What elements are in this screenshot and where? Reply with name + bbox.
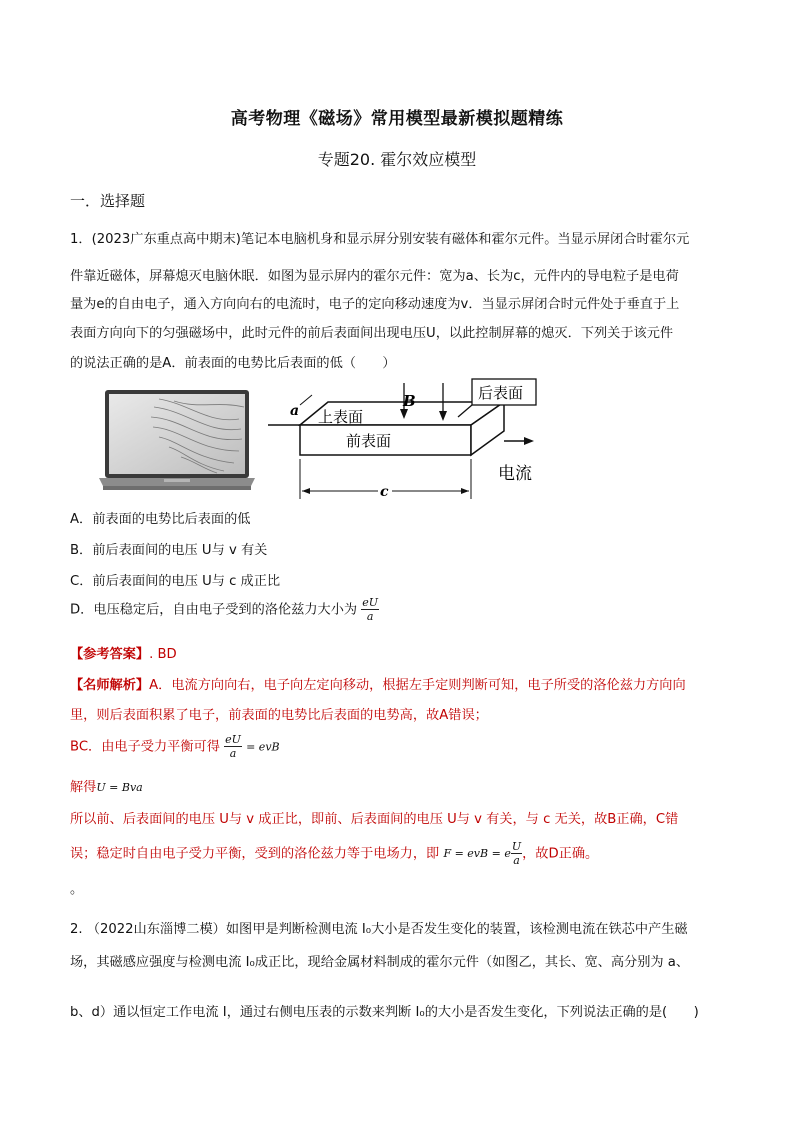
answer-label: 【参考答案】 [70,647,150,662]
q1-stem-line-5: 的说法正确的是A．前表面的电势比后表面的低（ ） [70,356,396,371]
bc-fraction [224,733,242,760]
solve-equation: U = Bva [96,781,143,794]
bc-fraction-denominator: a [229,747,237,760]
front-surface-label: 前表面 [346,432,392,450]
a-label: a [290,403,300,419]
fraction-denominator: a [366,610,374,623]
current-label: 电流 [498,464,532,484]
conclusion-text: 误；稳定时自由电子受力平衡，受到的洛伦兹力等于电场力，即 [70,846,440,862]
c-label: c [380,484,389,500]
q2-line-3: b、d）通以恒定工作电流 I，通过右侧电压表的示数来判断 I₀的大小是否发生变化，下列说法正确的是( ) [70,1005,699,1020]
q1-stem-line-4: 表面方向向下的匀强磁场中，此时元件的前后表面间出现电压U，以此控制屏幕的熄灭．下列关于该元件 [70,326,674,341]
conclusion-fraction-numerator: U [511,840,522,853]
conclusion-line-2 [70,840,598,867]
solve-text: 解得 [70,780,97,795]
section-heading: 一．选择题 [70,192,146,210]
solve-line [70,776,143,795]
q1-option-d-text: D．电压稳定后，自由电子受到的洛伦兹力大小为 [70,602,358,618]
analysis-line-2: 里，则后表面积累了电子，前表面的电势比后表面的电势高，故A错误； [70,708,488,723]
conclusion-fraction [511,840,522,867]
analysis-label: 【名师解析】 [70,678,150,693]
bc-fraction-numerator: eU [225,733,241,746]
q1-option-d [70,596,379,623]
q2-line-1: 2. （2022山东淄博二模）如图甲是判断检测电流 I₀大小是否发生变化的装置，该检测电流在铁芯中产生磁 [70,922,688,937]
bc-equation-line [70,733,280,760]
sub-title: 专题20. 霍尔效应模型 [317,150,477,169]
bc-text: BC．由电子受力平衡可得 [70,739,220,755]
back-surface-label: 后表面 [478,384,524,402]
top-surface-label: 上表面 [318,408,364,426]
fraction-numerator: eU [362,596,379,609]
q1-option-d-fraction [361,596,379,623]
answer-line [70,643,177,662]
conclusion-line-1: 所以前、后表面间的电压 U与 v 成正比，即前、后表面间的电压 U与 v 有关，与 c 无关，故B正确，C错 [70,812,679,827]
stray-period: 。 [70,882,84,897]
main-title: 高考物理《磁场》常用模型最新模拟题精练 [230,109,564,129]
b-label: B [403,392,416,410]
answer-value: . BD [149,647,177,662]
bc-equation-rhs: = evB [246,740,280,754]
q2-line-2: 场，其磁感应强度与检测电流 I₀成正比，现给金属材料制成的霍尔元件（如图乙，其长、宽、高分别为 a、 [70,955,690,970]
a-dimension-line [300,395,312,405]
current-arrowhead [524,437,534,445]
q1-stem-line-3: 量为e的自由电子，通入方向向右的电流时，电子的定向移动速度为v．当显示屏闭合时元件处于垂直于上 [70,297,680,312]
c-arrowhead-left [302,488,310,494]
q1-stem-line-1: 1．(2023广东重点高中期末)笔记本电脑机身和显示屏分别安装有磁体和霍尔元件。当显示屏闭合时霍尔元 [70,232,690,247]
laptop-illustration [99,389,255,495]
analysis-text-1: A．电流方向向右，电子向左定向移动，根据左手定则判断可知，电子所受的洛伦兹力方向向 [149,678,686,693]
conclusion-suffix: ，故D正确。 [522,846,599,862]
conclusion-equation: F = evB = e [443,847,511,860]
q1-option-b: B．前后表面间的电压 U与 v 有关 [70,543,268,558]
analysis-line-1 [70,674,686,693]
q1-option-c: C．前后表面间的电压 U与 c 成正比 [70,574,281,589]
q1-option-a: A．前表面的电势比后表面的低 [70,512,251,527]
c-arrowhead-right [461,488,469,494]
q1-stem-line-2: 件靠近磁体，屏幕熄灭电脑休眠．如图为显示屏内的霍尔元件：宽为a、长为c，元件内的导电粒子是电荷 [70,269,679,284]
conclusion-fraction-denominator: a [513,854,520,867]
hall-element-diagram [266,375,546,505]
